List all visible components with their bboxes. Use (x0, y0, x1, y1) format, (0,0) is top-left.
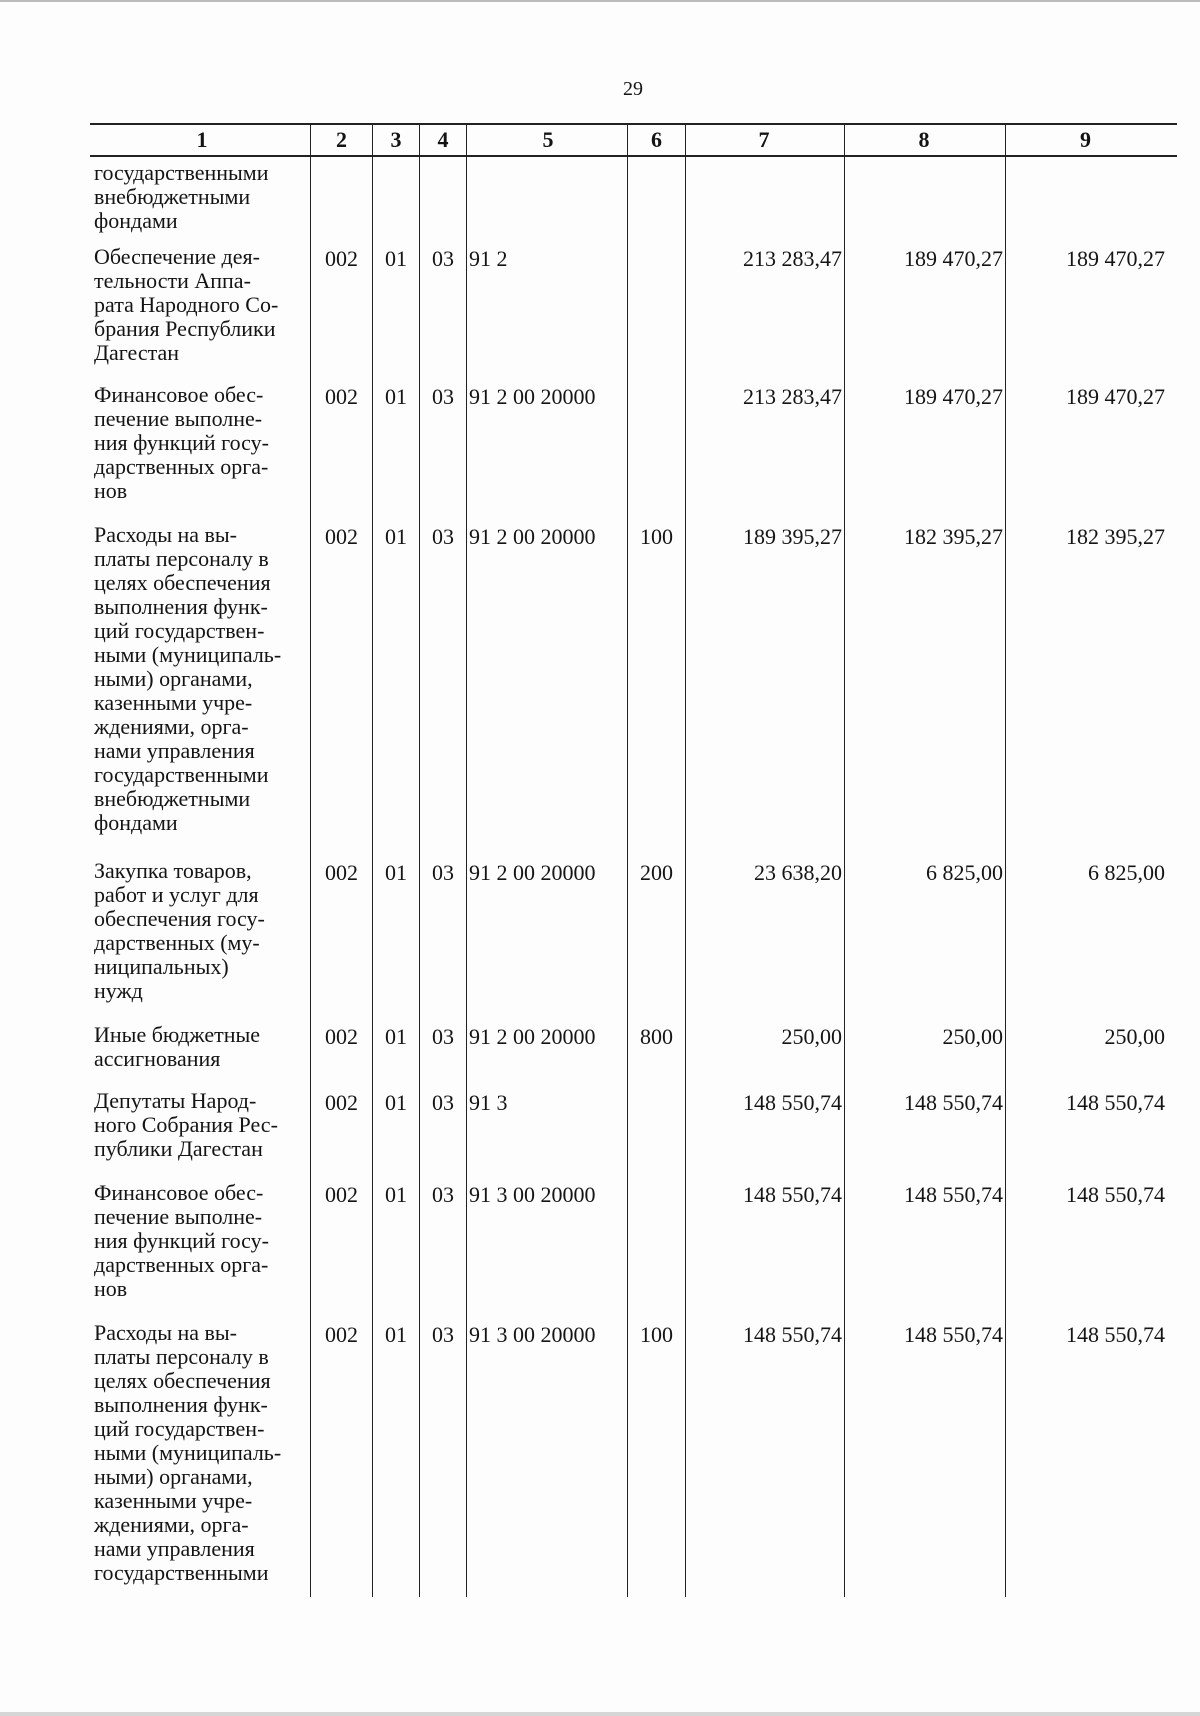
budget-table (90, 123, 1177, 1597)
row-name (90, 156, 311, 245)
row-col-5 (467, 245, 628, 383)
cell-text: 01 (385, 1024, 407, 1049)
row-col-7 (686, 1089, 845, 1181)
cell-text (628, 1089, 685, 1091)
table-row (90, 1181, 1177, 1321)
row-col-2 (311, 1089, 373, 1181)
cell-text: 002 (325, 524, 358, 549)
row-col-6 (628, 1089, 686, 1181)
cell-text: 03 (432, 1090, 454, 1115)
cell-text (628, 157, 685, 159)
cell-text: 03 (432, 860, 454, 885)
cell-text: 148 550,74 (1066, 1322, 1165, 1347)
cell-text: 148 550,74 (1066, 1182, 1165, 1207)
row-col-3 (373, 523, 420, 859)
cell-text: 148 550,74 (743, 1182, 842, 1207)
cell-text: 03 (432, 384, 454, 409)
cell-text (628, 245, 685, 247)
row-col-9 (1006, 1023, 1178, 1089)
row-name (90, 245, 311, 383)
row-col-5 (467, 523, 628, 859)
row-col-3 (373, 859, 420, 1023)
row-col-3 (373, 245, 420, 383)
cell-text: 189 470,27 (904, 246, 1003, 271)
row-col-7 (686, 245, 845, 383)
row-col-3 (373, 383, 420, 523)
row-col-8 (845, 1321, 1006, 1597)
row-col-8 (845, 383, 1006, 523)
row-col-4 (420, 1089, 467, 1181)
row-col-7 (686, 1181, 845, 1321)
cell-text: 01 (385, 860, 407, 885)
row-col-2 (311, 859, 373, 1023)
row-name (90, 1023, 311, 1089)
row-col-7 (686, 523, 845, 859)
cell-text: 03 (432, 246, 454, 271)
row-col-7 (686, 383, 845, 523)
cell-text: 250,00 (942, 1024, 1003, 1049)
cell-text: 189 470,27 (1066, 384, 1165, 409)
cell-text: 23 638,20 (754, 860, 842, 885)
row-col-5 (467, 156, 628, 245)
table-row (90, 156, 1177, 245)
row-col-6 (628, 523, 686, 859)
row-col-7 (686, 156, 845, 245)
row-name-text: Финансовое обес- печение выполне- ния функций госу- дарственных орга- нов (94, 1180, 269, 1301)
row-name-text: Закупка товаров, работ и услуг для обеспечения госу- дарственных (му- ниципальных) нужд (94, 858, 265, 1003)
row-col-6 (628, 156, 686, 245)
row-col-9 (1006, 383, 1178, 523)
row-col-3 (373, 1089, 420, 1181)
cell-text: 91 2 00 20000 (469, 1024, 596, 1049)
cell-text: 182 395,27 (904, 524, 1003, 549)
row-name-text: Обеспечение дея- тельности Аппа- рата Народного Со- брания Республики Дагестан (94, 244, 279, 365)
row-col-9 (1006, 1089, 1178, 1181)
row-col-9 (1006, 523, 1178, 859)
row-col-4 (420, 1181, 467, 1321)
cell-text: 6 825,00 (926, 860, 1003, 885)
row-name (90, 859, 311, 1023)
row-col-4 (420, 1321, 467, 1597)
table-header-row (90, 124, 1177, 156)
row-name (90, 523, 311, 859)
header-col-3: 3 (373, 124, 420, 156)
row-col-3 (373, 156, 420, 245)
cell-text: 6 825,00 (1088, 860, 1165, 885)
row-col-5 (467, 1181, 628, 1321)
cell-text: 03 (432, 1024, 454, 1049)
cell-text (373, 157, 419, 159)
cell-text: 002 (325, 246, 358, 271)
row-col-2 (311, 1321, 373, 1597)
cell-text (628, 383, 685, 385)
row-col-5 (467, 383, 628, 523)
row-col-2 (311, 523, 373, 859)
cell-text (686, 157, 842, 159)
cell-text: 01 (385, 1322, 407, 1347)
cell-text: 91 3 00 20000 (469, 1182, 596, 1207)
row-col-2 (311, 1181, 373, 1321)
cell-text: 002 (325, 1182, 358, 1207)
row-name (90, 383, 311, 523)
cell-text: 03 (432, 1182, 454, 1207)
cell-text: 01 (385, 384, 407, 409)
header-col-4: 4 (420, 124, 467, 156)
cell-text: 200 (640, 860, 673, 885)
header-col-6: 6 (628, 124, 686, 156)
row-name-text: Иные бюджетные ассигнования (94, 1022, 261, 1071)
row-col-7 (686, 859, 845, 1023)
cell-text: 03 (432, 524, 454, 549)
table-row (90, 1089, 1177, 1181)
row-col-5 (467, 1023, 628, 1089)
row-col-2 (311, 1023, 373, 1089)
table-row (90, 523, 1177, 859)
row-col-5 (467, 1089, 628, 1181)
row-name-text: государственными внебюджетными фондами (94, 160, 269, 233)
cell-text: 148 550,74 (904, 1090, 1003, 1115)
cell-text: 91 2 00 20000 (469, 524, 596, 549)
cell-text: 002 (325, 860, 358, 885)
table-row (90, 383, 1177, 523)
row-col-3 (373, 1181, 420, 1321)
cell-text: 91 2 00 20000 (469, 860, 596, 885)
cell-text (469, 157, 627, 159)
cell-text: 01 (385, 1090, 407, 1115)
row-col-9 (1006, 1321, 1178, 1597)
row-col-2 (311, 245, 373, 383)
row-col-6 (628, 1181, 686, 1321)
row-col-3 (373, 1321, 420, 1597)
table-row (90, 859, 1177, 1023)
cell-text (1006, 157, 1165, 159)
cell-text: 148 550,74 (904, 1182, 1003, 1207)
cell-text: 01 (385, 1182, 407, 1207)
table-row (90, 1321, 1177, 1597)
row-col-9 (1006, 859, 1178, 1023)
cell-text: 213 283,47 (743, 246, 842, 271)
row-col-6 (628, 1023, 686, 1089)
cell-text: 01 (385, 524, 407, 549)
row-name (90, 1089, 311, 1181)
row-col-2 (311, 383, 373, 523)
header-col-7: 7 (686, 124, 845, 156)
cell-text: 148 550,74 (743, 1090, 842, 1115)
scan-edge-bottom (0, 1712, 1200, 1716)
row-col-6 (628, 859, 686, 1023)
row-col-5 (467, 1321, 628, 1597)
row-col-5 (467, 859, 628, 1023)
cell-text: 148 550,74 (1066, 1090, 1165, 1115)
row-col-7 (686, 1321, 845, 1597)
row-name (90, 1321, 311, 1597)
table-row (90, 245, 1177, 383)
page-number: 29 (623, 78, 643, 100)
row-col-6 (628, 383, 686, 523)
cell-text: 91 3 (469, 1090, 508, 1115)
row-col-4 (420, 1023, 467, 1089)
row-col-8 (845, 1023, 1006, 1089)
cell-text (845, 157, 1003, 159)
header-col-5: 5 (467, 124, 628, 156)
header-col-1: 1 (90, 124, 311, 156)
row-name (90, 1181, 311, 1321)
cell-text: 100 (640, 1322, 673, 1347)
row-col-6 (628, 1321, 686, 1597)
row-col-8 (845, 245, 1006, 383)
cell-text: 002 (325, 1090, 358, 1115)
cell-text: 002 (325, 384, 358, 409)
cell-text: 01 (385, 246, 407, 271)
cell-text: 148 550,74 (904, 1322, 1003, 1347)
cell-text (420, 157, 466, 159)
table-row (90, 1023, 1177, 1089)
cell-text (311, 157, 372, 159)
cell-text: 189 470,27 (1066, 246, 1165, 271)
row-name-text: Расходы на вы- платы персоналу в целях обеспечения выполнения функ- ций государствен- ными (муниципаль- ными) органами, казенными учре- ждениями, орга- нами управления государственными (94, 1320, 282, 1585)
cell-text: 213 283,47 (743, 384, 842, 409)
row-col-9 (1006, 1181, 1178, 1321)
row-col-4 (420, 859, 467, 1023)
row-col-4 (420, 156, 467, 245)
row-col-8 (845, 859, 1006, 1023)
row-name-text: Финансовое обес- печение выполне- ния функций госу- дарственных орга- нов (94, 382, 269, 503)
row-col-4 (420, 245, 467, 383)
row-col-2 (311, 156, 373, 245)
cell-text: 03 (432, 1322, 454, 1347)
row-col-8 (845, 523, 1006, 859)
cell-text: 002 (325, 1322, 358, 1347)
cell-text: 800 (640, 1024, 673, 1049)
row-col-7 (686, 1023, 845, 1089)
row-col-4 (420, 383, 467, 523)
cell-text: 91 3 00 20000 (469, 1322, 596, 1347)
row-col-8 (845, 1181, 1006, 1321)
cell-text: 148 550,74 (743, 1322, 842, 1347)
row-name-text: Депутаты Народ- ного Собрания Рес- публики Дагестан (94, 1088, 278, 1161)
row-col-8 (845, 1089, 1006, 1181)
row-col-9 (1006, 245, 1178, 383)
cell-text: 189 395,27 (743, 524, 842, 549)
scan-edge-top (0, 0, 1200, 2)
row-col-6 (628, 245, 686, 383)
header-col-9: 9 (1006, 124, 1178, 156)
cell-text: 250,00 (1104, 1024, 1165, 1049)
row-col-4 (420, 523, 467, 859)
cell-text: 91 2 00 20000 (469, 384, 596, 409)
row-col-3 (373, 1023, 420, 1089)
cell-text: 100 (640, 524, 673, 549)
header-col-2: 2 (311, 124, 373, 156)
row-col-9 (1006, 156, 1178, 245)
cell-text: 91 2 (469, 246, 508, 271)
header-col-8: 8 (845, 124, 1006, 156)
row-name-text: Расходы на вы- платы персоналу в целях обеспечения выполнения функ- ций государствен- ными (муниципаль- ными) органами, казенными учре- ждениями, орга- нами управления государственными внебюджетными фондами (94, 522, 282, 835)
cell-text: 250,00 (781, 1024, 842, 1049)
row-col-8 (845, 156, 1006, 245)
cell-text: 189 470,27 (904, 384, 1003, 409)
cell-text: 182 395,27 (1066, 524, 1165, 549)
cell-text: 002 (325, 1024, 358, 1049)
cell-text (628, 1181, 685, 1183)
